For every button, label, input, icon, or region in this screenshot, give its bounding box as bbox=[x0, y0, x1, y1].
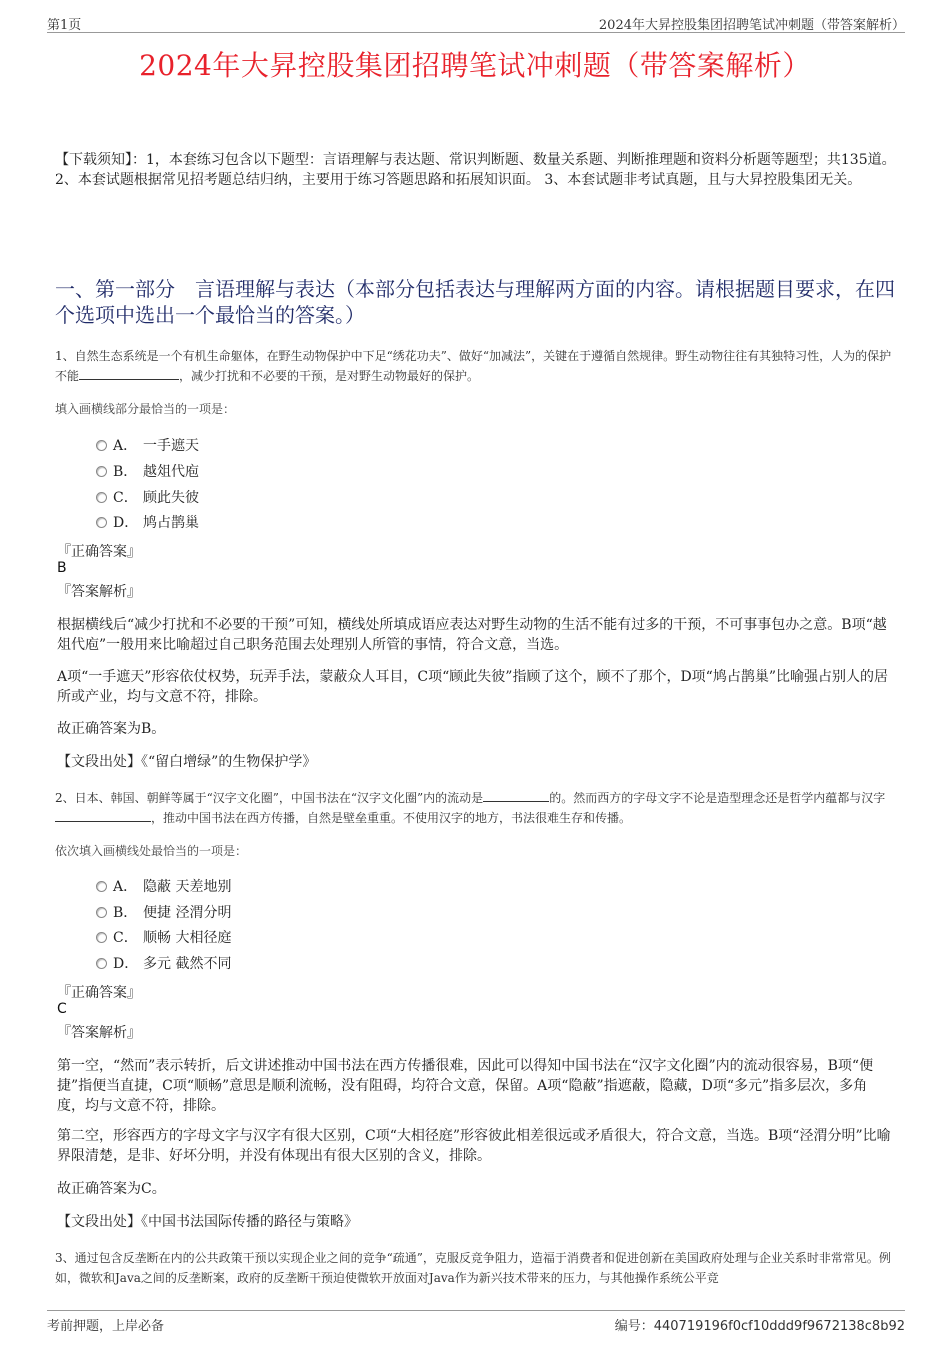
q1-option-a[interactable]: A． 一手遮天 bbox=[96, 436, 199, 456]
radio-icon[interactable] bbox=[96, 958, 107, 969]
question-1-prompt: 填入画横线部分最恰当的一项是： bbox=[55, 402, 236, 416]
footer-note: 考前押题，上岸必备 bbox=[47, 1319, 165, 1334]
question-3-stem: 3、通过包含反垄断在内的公共政策干预以实现企业之间的竞争“疏通”，克服反竞争阻力，造福于消费者和促进创新在美国政府处理与企业关系时非常常见。例如，微软和Java之间的反垄断案，政府的反垄断干预迫使微软开放面对Java作为新兴技术带来的压力，与其他操作系统公平竞 bbox=[55, 1251, 891, 1285]
q1-analysis-1: 根据横线后“减少打扰和不必要的干预”可知，横线处所填成语应表达对野生动物的生活不能有过多的干预，不可事事包办之意。B项“越俎代庖”一般用来比喻超过自己职务范围去处理别人所管的事情，符合文意，当选。 bbox=[57, 617, 887, 653]
q2-correct-answer: C bbox=[57, 1001, 67, 1017]
section-heading: 一、第一部分 言语理解与表达（本部分包括表达与理解两方面的内容。请根据题目要求，在四个选项中选出一个最恰当的答案。） bbox=[55, 277, 895, 327]
q1-option-c[interactable]: C． 顾此失彼 bbox=[96, 488, 199, 508]
q2-analysis-1: 第一空，“然而”表示转折，后文讲述推动中国书法在西方传播很难，因此可以得知中国书法在“汉字文化圈”内的流动很容易，B项“便捷”指便当直捷，C项“顺畅”意思是顺利流畅，没有阻碍，均符合文意，保留。A项“隐蔽”指遮蔽，隐藏，D项“多元”指多层次，多角度，均与文意不符，排除。 bbox=[57, 1058, 874, 1114]
q1-option-d[interactable]: D． 鸠占鹊巢 bbox=[96, 513, 199, 533]
q1-option-b[interactable]: B． 越俎代庖 bbox=[96, 462, 199, 482]
q2-option-c[interactable]: C． 顺畅 大相径庭 bbox=[96, 928, 231, 948]
answer-blank bbox=[483, 789, 549, 802]
question-1-stem: 1、自然生态系统是一个有机生命躯体，在野生动物保护中下足“绣花功夫”、做好“加减法”，关键在于遵循自然规律。野生动物往往有其独特习性，人为的保护不能 ，减少打扰和不必要的干预，是对野生动物最好的保护。 bbox=[55, 349, 892, 383]
correct-answer-label: 『正确答案』 bbox=[57, 544, 141, 560]
q2-analysis-3: 故正确答案为C。 bbox=[57, 1181, 166, 1197]
radio-icon[interactable] bbox=[96, 907, 107, 918]
analysis-label: 『答案解析』 bbox=[57, 1025, 141, 1041]
q2-option-d[interactable]: D． 多元 截然不同 bbox=[96, 954, 231, 974]
analysis-label: 『答案解析』 bbox=[57, 584, 141, 600]
document-title: 2024年大昇控股集团招聘笔试冲刺题（带答案解析） bbox=[139, 49, 811, 82]
page-footer bbox=[47, 1310, 905, 1333]
document-code: 编号：440719196f0cf10ddd9f9672138c8b92 bbox=[614, 1319, 905, 1334]
radio-icon[interactable] bbox=[96, 881, 107, 892]
question-2-stem: 2、日本、韩国、朝鲜等属于“汉字文化圈”，中国书法在“汉字文化圈”内的流动是 的。然而西方的字母文字不论是造型理念还是哲学内蕴都与汉字，推动中国书法在西方传播，自然是壁垒重重。不使用汉字的地方，书法很难生存和传播。 bbox=[55, 791, 886, 825]
q1-source: 【文段出处】《“留白增绿”的生物保护学》 bbox=[57, 754, 317, 770]
answer-blank bbox=[55, 809, 151, 822]
q2-option-b[interactable]: B． 便捷 泾渭分明 bbox=[96, 903, 231, 923]
q1-analysis-2: A项“一手遮天”形容依仗权势，玩弄手法，蒙蔽众人耳目，C项“顾此失彼”指顾了这个，顾不了那个，D项“鸠占鹊巢”比喻强占别人的居所或产业，均与文意不符，排除。 bbox=[57, 669, 888, 705]
page-number: 第1页 bbox=[47, 18, 82, 33]
radio-icon[interactable] bbox=[96, 517, 107, 528]
radio-icon[interactable] bbox=[96, 440, 107, 451]
q2-option-a[interactable]: A． 隐蔽 天差地别 bbox=[96, 877, 231, 897]
question-2-prompt: 依次填入画横线处最恰当的一项是： bbox=[55, 844, 248, 858]
header-doc-title: 2024年大昇控股集团招聘笔试冲刺题（带答案解析） bbox=[598, 18, 905, 33]
radio-icon[interactable] bbox=[96, 932, 107, 943]
radio-icon[interactable] bbox=[96, 492, 107, 503]
q1-correct-answer: B bbox=[57, 560, 67, 576]
q2-analysis-2: 第二空，形容西方的字母文字与汉字有很大区别，C项“大相径庭”形容彼此相差很远或矛盾很大，符合文意，当选。B项“泾渭分明”比喻界限清楚，是非、好坏分明，并没有体现出有很大区别的含义，排除。 bbox=[57, 1128, 891, 1164]
q2-source: 【文段出处】《中国书法国际传播的路径与策略》 bbox=[57, 1214, 358, 1230]
answer-blank bbox=[79, 367, 179, 380]
download-notice: 【下载须知】：1，本套练习包含以下题型：言语理解与表达题、常识判断题、数量关系题、判断推理题和资料分析题等题型；共135道。 2、本套试题根据常见招考题总结归纳，主要用于练习答题思路和拓展知识面。 3、本套试题非考试真题，且与大昇控股集团无关。 bbox=[55, 152, 896, 188]
radio-icon[interactable] bbox=[96, 466, 107, 477]
correct-answer-label: 『正确答案』 bbox=[57, 985, 141, 1001]
q1-analysis-3: 故正确答案为B。 bbox=[57, 721, 166, 737]
page-header bbox=[47, 14, 905, 33]
